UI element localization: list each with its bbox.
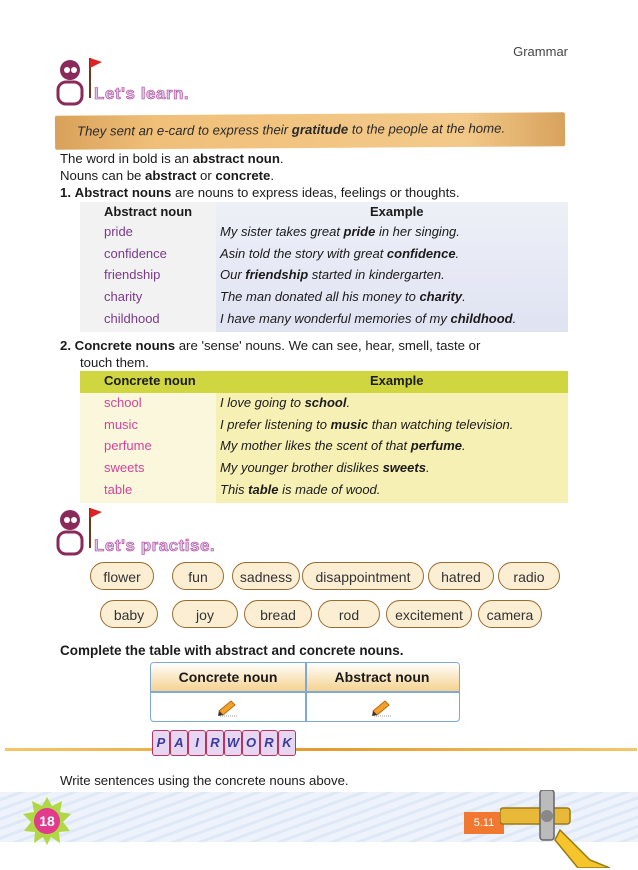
table-header-row	[80, 204, 568, 224]
sentence-start: I love going to	[220, 395, 305, 410]
word-pill: disappointment	[302, 562, 424, 590]
example-sentence	[220, 460, 430, 475]
pairwork-letter: I	[188, 730, 206, 756]
pencil-icon	[371, 697, 393, 717]
word-pill: rod	[318, 600, 380, 628]
word-pill: fun	[172, 562, 224, 590]
sentence-end: .	[425, 460, 430, 475]
sentence-bold: pride	[343, 224, 376, 239]
sentence-bold: sweets	[382, 460, 426, 475]
concrete-noun: music	[104, 417, 138, 432]
pairwork-title	[152, 730, 292, 756]
pairwork-letter: R	[206, 730, 224, 756]
word-pill: bread	[244, 600, 312, 628]
sentence-end: than watching television.	[368, 417, 514, 432]
example-sentence	[220, 417, 513, 432]
abstract-noun: charity	[104, 289, 143, 304]
abstract-noun-answer-cell[interactable]	[307, 693, 459, 721]
abstract-noun-table	[80, 202, 568, 332]
example-sentence	[220, 438, 466, 453]
point-1-term: Abstract nouns	[74, 185, 172, 200]
point-2-number: 2.	[60, 338, 71, 353]
table-header-row	[80, 373, 568, 393]
sentence-start: I prefer listening to	[220, 417, 331, 432]
banner-sentence	[77, 121, 505, 139]
table-row	[80, 460, 568, 480]
sentence-bold: music	[330, 417, 369, 432]
point-2-definition: are 'sense' nouns. We can see, hear, smell, taste or	[175, 338, 481, 353]
example-sentence	[220, 246, 459, 261]
sentence-end: is made of wood.	[278, 482, 381, 497]
lesson-code-tag: 5.11	[464, 812, 504, 834]
line2-text: Nouns can be	[60, 168, 146, 183]
concrete-noun: perfume	[104, 438, 152, 453]
lets-learn-heading: Let's learn.	[94, 84, 190, 103]
sentence-start: This	[220, 482, 249, 497]
sentence-start: Our	[220, 267, 246, 282]
table-row	[80, 395, 568, 415]
example-sentence	[220, 289, 466, 304]
pairwork-instruction: Write sentences using the concrete nouns above.	[60, 773, 349, 788]
sentence-bold: childhood	[450, 311, 513, 326]
abstract-noun: confidence	[104, 246, 167, 261]
example-banner	[55, 112, 565, 150]
concrete-noun: table	[104, 482, 133, 497]
concrete-noun-table	[80, 371, 568, 503]
pencil-icon	[217, 697, 239, 717]
page-number: 18	[39, 813, 55, 829]
word-pill: radio	[498, 562, 560, 590]
sentence-start: Asin told the story with great	[220, 246, 387, 261]
fill-table-col2-header: Abstract noun	[305, 663, 459, 691]
section-label: Grammar	[513, 44, 568, 59]
word-pill: joy	[172, 600, 238, 628]
table-row	[80, 482, 568, 502]
lets-practise-heading: Let's practise.	[94, 536, 216, 555]
concrete-table-col1-header: Concrete noun	[104, 373, 196, 388]
sentence-start: My sister takes great	[220, 224, 344, 239]
explanation-line-2	[60, 167, 274, 184]
pairwork-letter: A	[170, 730, 188, 756]
sentence-start: My younger brother dislikes	[220, 460, 383, 475]
point-2-term: Concrete nouns	[74, 338, 176, 353]
sentence-end: .	[462, 438, 466, 453]
banner-bold-word: gratitude	[291, 121, 349, 138]
concrete-noun-answer-cell[interactable]	[151, 693, 305, 721]
example-sentence	[220, 482, 380, 497]
abstract-noun: friendship	[104, 267, 161, 282]
fill-table-col1-header: Concrete noun	[151, 663, 305, 691]
concrete-table-col2-header: Example	[370, 373, 424, 388]
abstract-table-col1-header: Abstract noun	[104, 204, 193, 219]
fill-in-table	[150, 662, 460, 722]
example-sentence	[220, 311, 516, 326]
banner-text-end: to the people at the home.	[348, 120, 506, 137]
word-pill: flower	[90, 562, 154, 590]
pairwork-letter: W	[224, 730, 242, 756]
pairwork-letter: O	[242, 730, 260, 756]
word-pill: hatred	[428, 562, 494, 590]
table-row	[80, 224, 568, 244]
sentence-start: The man donated all his money to	[220, 289, 420, 304]
abstract-noun: childhood	[104, 311, 160, 326]
table-row	[80, 246, 568, 266]
example-sentence	[220, 395, 350, 410]
point-1	[60, 184, 460, 201]
word-pill: baby	[100, 600, 158, 628]
example-sentence	[220, 224, 460, 239]
sentence-bold: perfume	[410, 438, 463, 453]
sentence-start: I have many wonderful memories of my	[220, 311, 451, 326]
pairwork-letter: P	[152, 730, 170, 756]
banner-text-start: They sent an e-card to express their	[76, 122, 292, 139]
robot-arm-icon	[500, 790, 610, 868]
point-1-definition: are nouns to express ideas, feelings or thoughts.	[171, 185, 460, 200]
sentence-bold: school	[304, 395, 347, 410]
practise-instruction: Complete the table with abstract and concrete nouns.	[60, 643, 404, 658]
line1-end: .	[279, 151, 284, 166]
line1-bold: abstract noun	[192, 151, 280, 166]
line1-text: The word in bold is an	[60, 151, 193, 166]
sentence-end: .	[462, 289, 466, 304]
point-1-number: 1.	[60, 185, 71, 200]
page-number-badge	[22, 796, 72, 846]
sentence-end: started in kindergarten.	[308, 267, 445, 282]
table-row	[80, 438, 568, 458]
sentence-end: in her singing.	[375, 224, 460, 239]
point-2-continuation: touch them.	[80, 355, 149, 370]
table-row	[80, 311, 568, 331]
explanation-line-1	[60, 150, 284, 167]
pairwork-letter: R	[260, 730, 278, 756]
abstract-noun: pride	[104, 224, 133, 239]
word-pill: camera	[478, 600, 542, 628]
concrete-noun: school	[104, 395, 142, 410]
example-sentence	[220, 267, 445, 282]
pairwork-rule	[5, 748, 637, 751]
word-pill: sadness	[232, 562, 300, 590]
sentence-start: My mother likes the scent of that	[220, 438, 411, 453]
table-row	[80, 417, 568, 437]
sentence-end: .	[346, 395, 351, 410]
sentence-bold: table	[248, 482, 279, 497]
concrete-noun: sweets	[104, 460, 145, 475]
sentence-end: .	[512, 311, 517, 326]
pairwork-letter: K	[278, 730, 296, 756]
table-row	[80, 267, 568, 287]
line2-bold-1: abstract	[145, 168, 197, 183]
word-pill: excitement	[386, 600, 472, 628]
sentence-bold: confidence	[386, 246, 456, 261]
line2-bold-2: concrete	[215, 168, 271, 183]
line2-end: .	[270, 168, 275, 183]
table-row	[80, 289, 568, 309]
line2-or: or	[196, 168, 216, 183]
sentence-end: .	[455, 246, 460, 261]
sentence-bold: charity	[419, 289, 463, 304]
point-2	[60, 337, 480, 354]
sentence-bold: friendship	[245, 267, 309, 282]
abstract-table-col2-header: Example	[370, 204, 424, 219]
